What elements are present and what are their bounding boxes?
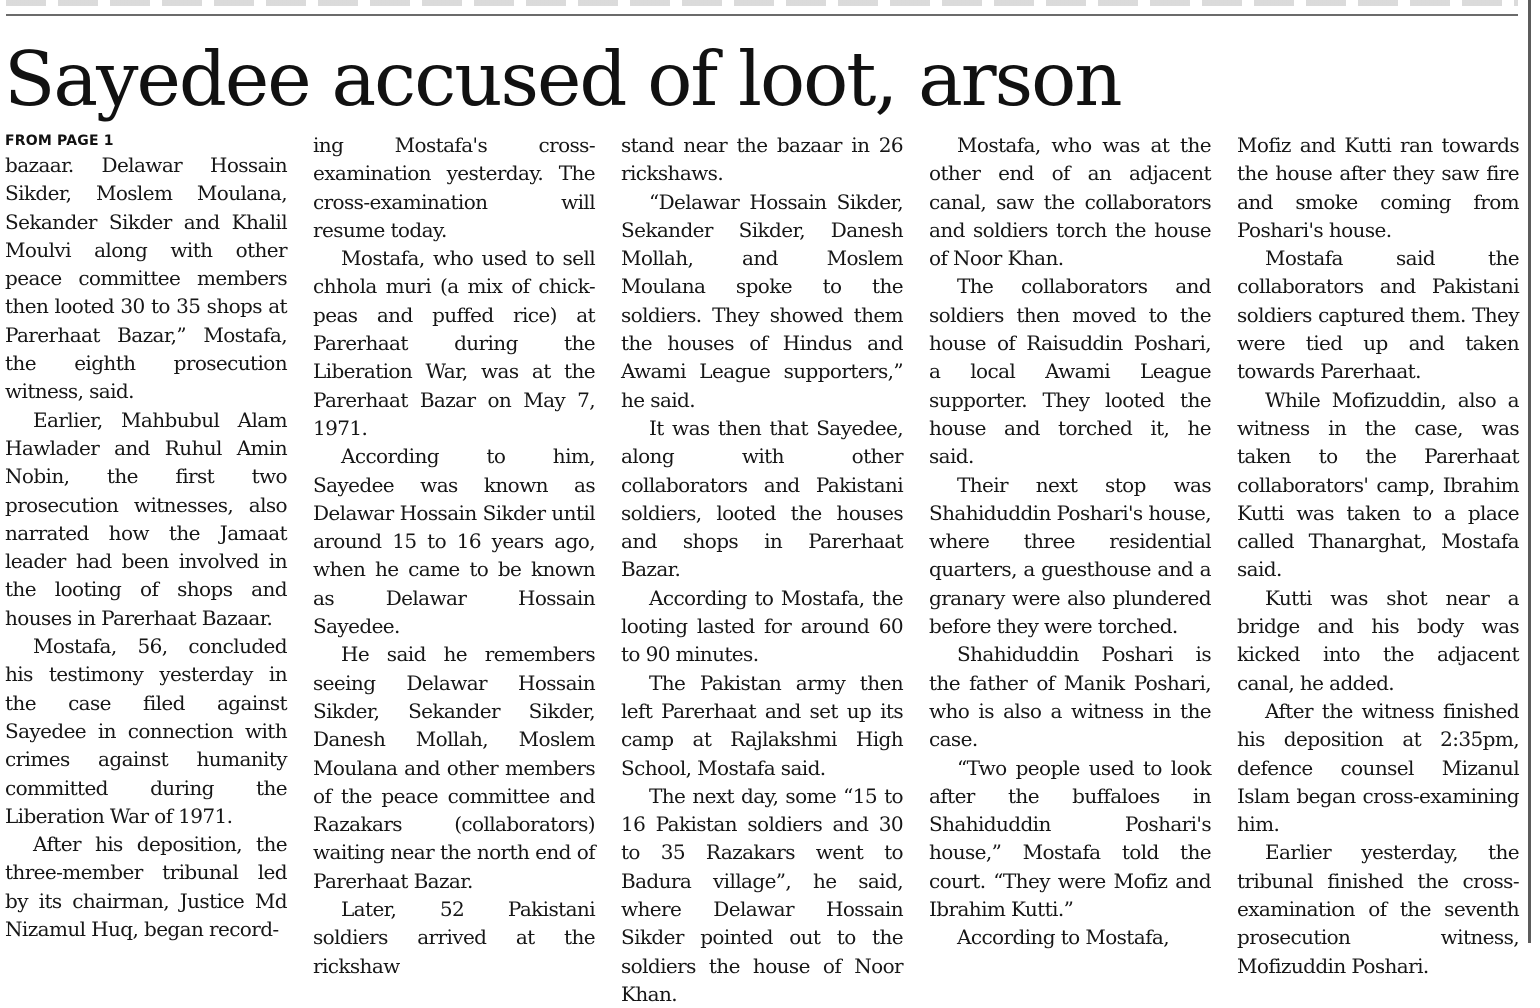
paragraph: Earlier, Mahbubul Alam Hawlader and Ruhul Amin Nobin, the first two prosecution witnesses, also narrated how the Jamaat leader had been involved in the looting of shops and houses in Parerhaat Bazaar. <box>5 407 287 630</box>
article-column-4 <box>929 131 1211 950</box>
previous-article-strip <box>6 0 1518 6</box>
article-column-3 <box>621 131 903 1006</box>
paragraph: Shahiduddin Poshari is the father of Manik Poshari, who is also a witness in the case. <box>929 642 1211 752</box>
top-divider <box>6 14 1518 16</box>
paragraph: stand near the bazaar in 26 rickshaws. <box>621 133 903 186</box>
paragraph: “Two people used to look after the buffaloes in Shahiduddin Poshari's house,” Mostafa told the court. “They were Mofiz and Ibrahim Kutti.” <box>929 755 1211 922</box>
paragraph: The next day, some “15 to 16 Pakistan soldiers and 30 to 35 Razakars went to Badura village”, he said, where Delawar Hossain Sikder pointed out to the soldiers the house of Noor Khan. <box>621 783 903 1006</box>
paragraph: Mostafa said the collaborators and Pakistani soldiers captured them. They were tied up and taken towards Parerhaat. <box>1237 246 1519 384</box>
paragraph: ing Mostafa's cross-examination yesterday. The cross-examination will resume today. <box>313 133 595 242</box>
paragraph: Mostafa, who used to sell chhola muri (a mix of chick-peas and puffed rice) at Parerhaat during the Liberation War, was at the Parerhaat Bazar on May 7, 1971. <box>313 246 595 440</box>
paragraph: Earlier yesterday, the tribunal finished the cross-examination of the seventh prosecution witness, Mofizuddin Poshari. <box>1237 840 1519 978</box>
paragraph: Mofiz and Kutti ran towards the house after they saw fire and smoke coming from Poshari's house. <box>1237 133 1519 242</box>
paragraph: Their next stop was Shahiduddin Poshari's house, where three residential quarters, a guesthouse and a granary were also plundered before they were torched. <box>929 472 1211 639</box>
page-edge-divider <box>1528 0 1531 943</box>
paragraph: Mostafa, 56, concluded his testimony yesterday in the case filed against Sayedee in connection with crimes against humanity committed during the Liberation War of 1971. <box>5 634 287 828</box>
article-column-1 <box>5 131 287 943</box>
paragraph: After the witness finished his deposition at 2:35pm, defence counsel Mizanul Islam began cross-examining him. <box>1237 698 1519 837</box>
paragraph: bazaar. Delawar Hossain Sikder, Moslem Moulana, Sekander Sikder and Khalil Moulvi along with other peace committee members then looted 30 to 35 shops at Parerhaat Bazar,” Mostafa, the eighth prosecution witness, said. <box>5 153 287 404</box>
paragraph: Kutti was shot near a bridge and his body was kicked into the adjacent canal, he added. <box>1237 585 1519 695</box>
paragraph: While Mofizuddin, also a witness in the case, was taken to the Parerhaat collaborators' camp, Ibrahim Kutti was taken to a place called Thanarghat, Mostafa said. <box>1237 387 1519 582</box>
article-column-5 <box>1237 131 1519 978</box>
paragraph: Later, 52 Pakistani soldiers arrived at the rickshaw <box>313 897 595 978</box>
paragraph: “Delawar Hossain Sikder, Sekander Sikder, Danesh Mollah, and Moslem Moulana spoke to the soldiers. They showed them the houses of Hindus and Awami League supporters,” he said. <box>621 189 903 412</box>
paragraph: He said he remembers seeing Delawar Hossain Sikder, Sekander Sikder, Danesh Mollah, Moslem Moulana and other members of the peace committee and Razakars (collaborators) waiting near the north end of Parerhaat Bazar. <box>313 642 595 893</box>
paragraph: It was then that Sayedee, along with other collaborators and Pakistani soldiers, looted the houses and shops in Parerhaat Bazar. <box>621 415 903 582</box>
paragraph: According to Mostafa, <box>957 925 1169 950</box>
paragraph: The Pakistan army then left Parerhaat and set up its camp at Rajlakshmi High School, Mostafa said. <box>621 670 903 780</box>
paragraph: According to Mostafa, the looting lasted for around 60 to 90 minutes. <box>621 585 903 667</box>
paragraph: According to him, Sayedee was known as Delawar Hossain Sikder until around 15 to 16 years ago, when he came to be known as Delawar Hossain Sayedee. <box>313 444 595 639</box>
article-headline: Sayedee accused of loot, arson <box>4 35 1121 123</box>
article-column-2 <box>313 131 595 978</box>
paragraph: After his deposition, the three-member tribunal led by its chairman, Justice Md Nizamul Huq, began record- <box>5 832 287 942</box>
paragraph: Mostafa, who was at the other end of an adjacent canal, saw the collaborators and soldiers torch the house of Noor Khan. <box>929 133 1211 271</box>
continued-from-label: FROM PAGE 1 <box>5 133 114 149</box>
paragraph: The collaborators and soldiers then moved to the house of Raisuddin Poshari, a local Awami League supporter. They looted the house and torched it, he said. <box>929 274 1211 469</box>
